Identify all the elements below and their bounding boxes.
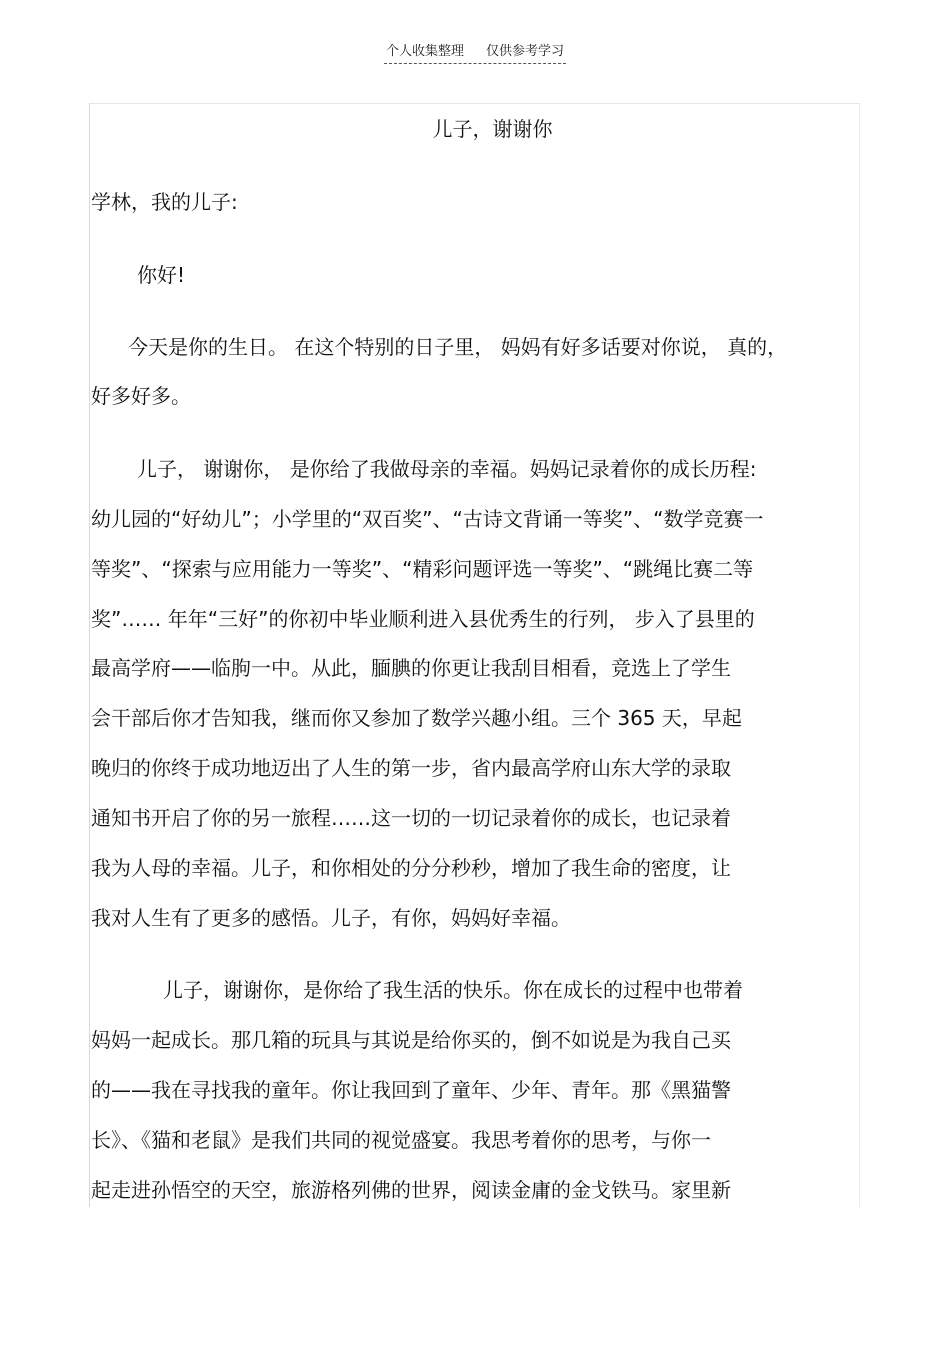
header-left-text: 个人收集整理 bbox=[385, 44, 464, 59]
salutation: 学林，我的儿子: bbox=[91, 190, 238, 214]
paragraph-line: 今天是你的生日。 在这个特别的日子里， 妈妈有好多话要对你说， 真的， bbox=[128, 335, 788, 359]
paragraph-line: 儿子，谢谢你，是你给了我生活的快乐。你在成长的过程中也带着 bbox=[163, 978, 743, 1002]
paragraph-line: 通知书开启了你的另一旅程……这一切的一切记录着你的成长，也记录着 bbox=[91, 806, 731, 830]
paragraph-line: 晚归的你终于成功地迈出了人生的第一步，省内最高学府山东大学的录取 bbox=[91, 756, 731, 780]
greeting: 你好! bbox=[137, 263, 186, 287]
header-watermark bbox=[384, 40, 566, 64]
paragraph-line: 奖”…… 年年“三好”的你初中毕业顺利进入县优秀生的行列， 步入了县里的 bbox=[91, 607, 755, 631]
paragraph-line: 等奖”、“探索与应用能力一等奖”、“精彩问题评选一等奖”、“跳绳比赛二等 bbox=[91, 557, 754, 581]
paragraph-line: 妈妈一起成长。那几箱的玩具与其说是给你买的，倒不如说是为我自己买 bbox=[91, 1028, 731, 1052]
paragraph-line: 好多好多。 bbox=[91, 384, 191, 408]
paragraph-line: 幼儿园的“好幼儿”；小学里的“双百奖”、“古诗文背诵一等奖”、“数学竞赛一 bbox=[91, 507, 764, 531]
paragraph-line: 我为人母的幸福。儿子，和你相处的分分秒秒，增加了我生命的密度，让 bbox=[91, 856, 731, 880]
paragraph-line: 起走进孙悟空的天空，旅游格列佛的世界，阅读金庸的金戈铁马。家里新 bbox=[91, 1178, 731, 1202]
paragraph-line: 最高学府——临朐一中。从此，腼腆的你更让我刮目相看，竞选上了学生 bbox=[91, 656, 731, 680]
paragraph-line: 长》、《猫和老鼠》是我们共同的视觉盛宴。我思考着你的思考，与你一 bbox=[91, 1128, 711, 1152]
header-right-text: 仅供参考学习 bbox=[486, 44, 565, 59]
paragraph-line: 会干部后你才告知我，继而你又参加了数学兴趣小组。三个 365 天，早起 bbox=[91, 706, 742, 730]
paragraph-line: 的——我在寻找我的童年。你让我回到了童年、少年、青年。那《黑猫警 bbox=[91, 1078, 731, 1102]
paragraph-line: 我对人生有了更多的感悟。儿子，有你，妈妈好幸福。 bbox=[91, 906, 571, 930]
document-title: 儿子，谢谢你 bbox=[432, 117, 553, 141]
page-header bbox=[0, 40, 950, 64]
paragraph-line: 儿子， 谢谢你， 是你给了我做母亲的幸福。妈妈记录着你的成长历程: bbox=[137, 457, 757, 481]
